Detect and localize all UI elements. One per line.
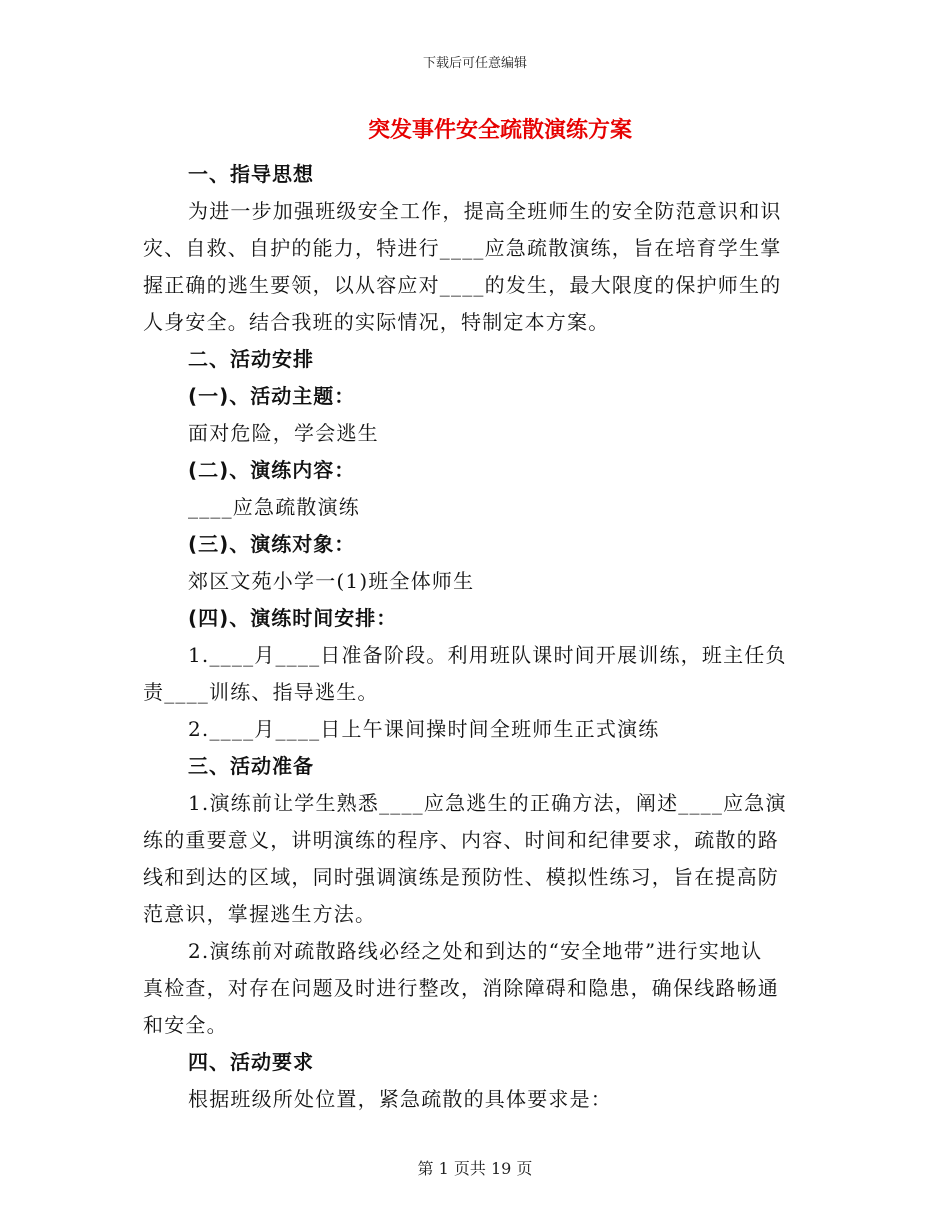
section-heading: 三、活动准备 <box>188 754 314 778</box>
body-line: 2.____月____日上午课间操时间全班师生正式演练 <box>188 717 660 741</box>
body-line: 人身安全。结合我班的实际情况，特制定本方案。 <box>143 310 610 334</box>
body-line: 为进一步加强班级安全工作，提高全班师生的安全防范意识和识 <box>188 199 782 223</box>
body-line: 范意识，掌握逃生方法。 <box>143 902 377 926</box>
body-line: 郊区文苑小学一(1)班全体师生 <box>188 569 475 593</box>
body-line: 责____训练、指导逃生。 <box>143 680 379 704</box>
document-title: 突发事件安全疏散演练方案 <box>367 118 632 143</box>
section-heading: (三)、演练对象： <box>188 532 356 556</box>
section-heading: 一、指导思想 <box>188 162 314 186</box>
section-heading: (一)、活动主题： <box>188 384 356 408</box>
page-footer: 第 1 页共 19 页 <box>417 1159 533 1178</box>
body-line: 1.____月____日准备阶段。利用班队课时间开展训练，班主任负 <box>188 643 787 667</box>
body-line: 1.演练前让学生熟悉____应急逃生的正确方法，阐述____应急演 <box>188 791 787 815</box>
body-line: 面对危险，学会逃生 <box>188 421 379 445</box>
body-line: 练的重要意义，讲明演练的程序、内容、时间和纪律要求，疏散的路 <box>143 828 779 852</box>
body-line: 根据班级所处位置，紧急疏散的具体要求是： <box>188 1087 612 1111</box>
section-heading: 二、活动安排 <box>188 347 314 371</box>
body-line: 灾、自救、自护的能力，特进行____应急疏散演练，旨在培育学生掌 <box>143 236 782 260</box>
header-note: 下载后可任意编辑 <box>422 56 527 71</box>
body-line: ____应急疏散演练 <box>188 495 360 519</box>
body-line: 和安全。 <box>143 1013 228 1037</box>
section-heading: (二)、演练内容： <box>188 458 356 482</box>
body-line: 2.演练前对疏散路线必经之处和到达的“安全地带”进行实地认 <box>188 939 763 963</box>
body-line: 真检查，对存在问题及时进行整改，消除障碍和隐患，确保线路畅通 <box>143 976 779 1000</box>
section-heading: 四、活动要求 <box>188 1050 314 1074</box>
body-line: 握正确的逃生要领，以从容应对____的发生，最大限度的保护师生的 <box>143 273 782 297</box>
body-line: 线和到达的区域，同时强调演练是预防性、模拟性练习，旨在提高防 <box>143 865 779 889</box>
section-heading: (四)、演练时间安排： <box>188 606 398 630</box>
